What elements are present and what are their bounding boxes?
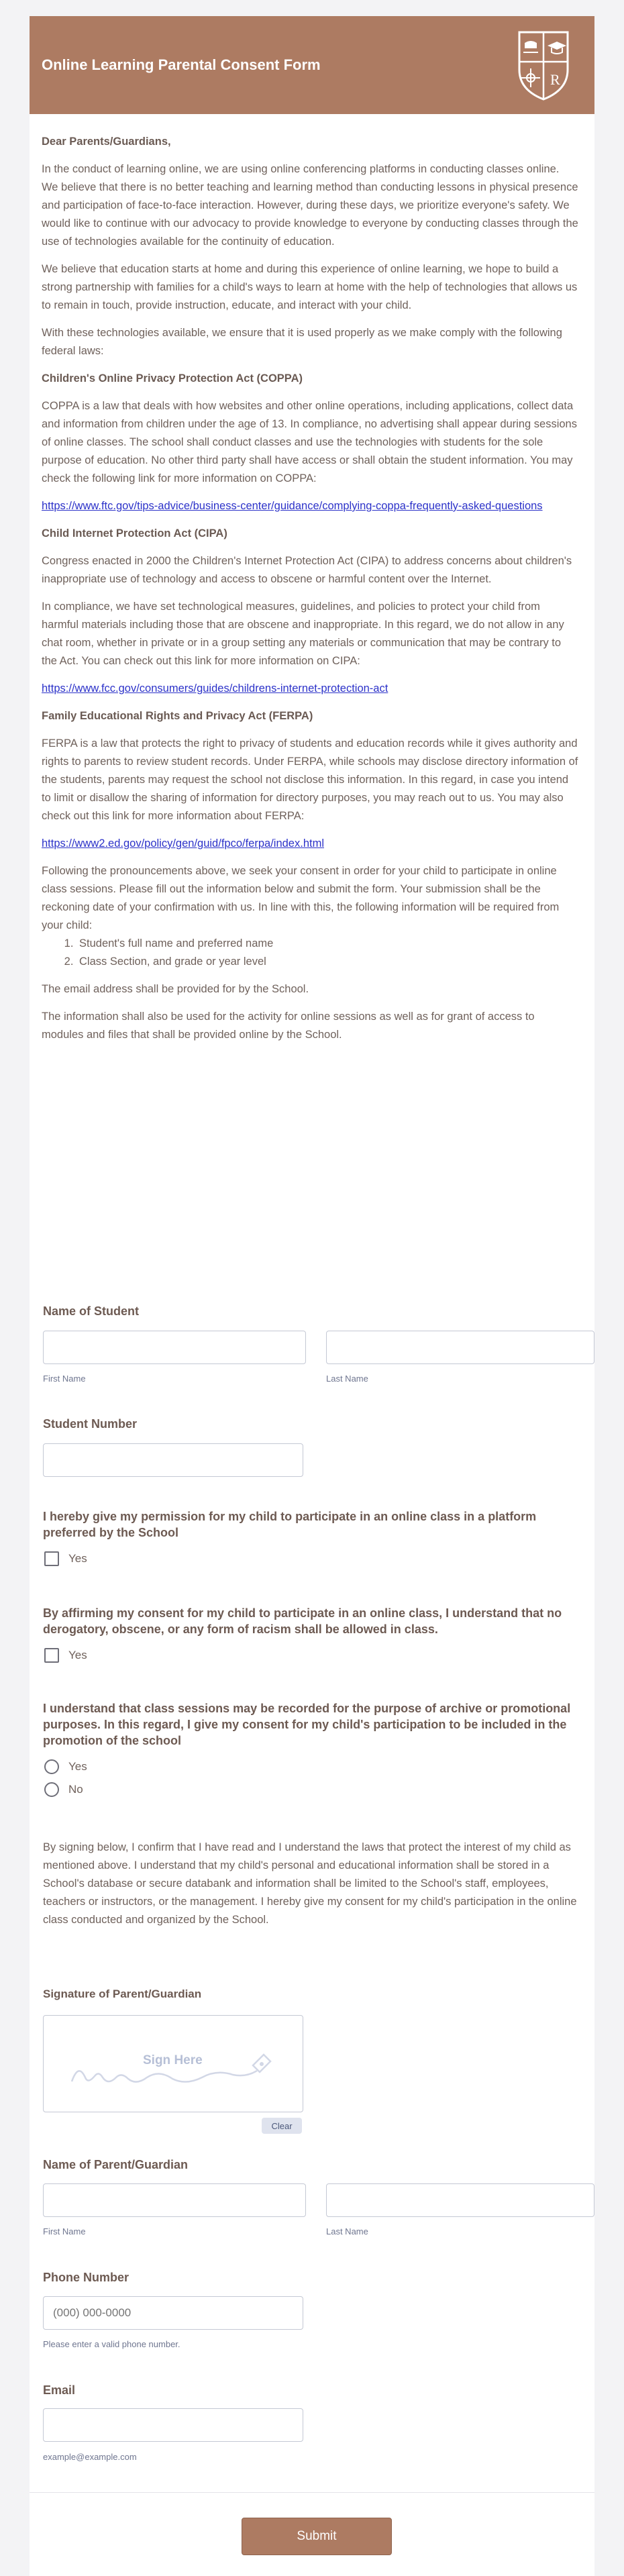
consent-3-option-no[interactable]: No (68, 1783, 83, 1796)
coppa-text: COPPA is a law that deals with how websites and other online operations, including applications, collect data and information from children under the age of 13. In compliance, no advertising shall appear during sessions of online classes. The school shall conduct classes and use the technologies with students for the sole purpose of education. No other third party shall have access or shall obtain the student information. You may check the following link for more information on COPPA: (42, 400, 577, 484)
student-first-name-input[interactable] (43, 1331, 306, 1364)
form-header (30, 16, 594, 114)
consent-3-radio-yes[interactable] (44, 1759, 59, 1774)
email-label: Email (43, 2383, 76, 2397)
email-input[interactable] (43, 2408, 303, 2442)
consent-3-radio-no[interactable] (44, 1782, 59, 1797)
consent-1-option-label[interactable]: Yes (68, 1552, 87, 1565)
consent-3-question: I understand that class sessions may be recorded for the purpose of archive or promotional purposes. In this regard, I give my consent for my child's participation to be included in the promotion of the school (43, 1702, 571, 1747)
list-item: 2. Class Section, and grade or year level (76, 953, 578, 971)
intro-paragraph-2: We believe that education starts at home and during this experience of online learning, we hope to build a strong partnership with families for a child's ways to learn at home with the help of technologies that allows us to remain in touch, provide instruction, educate, and interact with your child. (42, 263, 578, 311)
footer-divider (30, 2492, 594, 2493)
consent-2-question: By affirming my consent for my child to participate in an online class, I understand that no derogatory, obscene, or any form of racism shall be allowed in class. (43, 1606, 562, 1636)
consent-3-option-yes[interactable]: Yes (68, 1760, 87, 1773)
clear-signature-button[interactable]: Clear (262, 2118, 302, 2134)
required-info-list (76, 935, 578, 971)
parent-name-label: Name of Parent/Guardian (43, 2158, 189, 2171)
student-number-label: Student Number (43, 1417, 138, 1431)
intro-paragraph-1: In the conduct of learning online, we are using online conferencing platforms in conducting classes online. We believe that there is no better teaching and learning method than conducting lessons in physical presence and participation of face-to-face interaction. However, during these days, we prioritize everyone's safety. We would like to continue with our advocacy to provide knowledge to everyone by conducting classes through the use of technologies available for the continuity of education. (42, 163, 578, 248)
form-card (30, 16, 594, 2576)
greeting: Dear Parents/Guardians, (42, 136, 171, 148)
cipa-text-2: In compliance, we have set technological measures, guidelines, and policies to protect your child from harmful materials including those that are obscene and inappropriate. In this regard, we do not allow in any chat room, whether in private or in a group setting any materials or communication that may be contrary to the Act. You can check out this link for more information on CIPA: (42, 601, 564, 667)
consent-2-option-label[interactable]: Yes (68, 1649, 87, 1661)
consent-1-checkbox[interactable] (44, 1551, 59, 1566)
ferpa-link[interactable]: https://www2.ed.gov/policy/gen/guid/fpco/ferpa/index.html (42, 837, 324, 849)
student-name-label: Name of Student (43, 1304, 140, 1318)
signature-placeholder: Sign Here (143, 2053, 203, 2067)
parent-first-name-input[interactable] (43, 2183, 306, 2217)
last-name-sublabel: Last Name (326, 1374, 368, 1384)
form-title: Online Learning Parental Consent Form (42, 56, 321, 73)
crest-letter: R (550, 71, 560, 88)
submit-button[interactable]: Submit (242, 2518, 392, 2555)
school-crest-icon (514, 28, 573, 102)
phone-input[interactable] (43, 2296, 303, 2330)
parent-last-name-sublabel: Last Name (326, 2226, 368, 2236)
ferpa-text: FERPA is a law that protects the right to privacy of students and education records while it gives authority and rights to parents to review student records. Under FERPA, while schools may disclose directory information of the students, parents may request the school not disclose this information. In this regard, in case you intend to limit or disallow the sharing of information for directory purposes, you may reach out to us. You may also check out this link for more information about FERPA: (42, 737, 578, 822)
consent-1-question: I hereby give my permission for my child to participate in an online class in a platform preferred by the School (43, 1510, 537, 1539)
student-number-input[interactable] (43, 1443, 303, 1477)
coppa-link[interactable]: https://www.ftc.gov/tips-advice/business-center/guidance/complying-coppa-frequently-asked-questions (42, 500, 543, 512)
coppa-heading: Children's Online Privacy Protection Act (COPPA) (42, 372, 303, 384)
parent-first-name-sublabel: First Name (43, 2226, 86, 2236)
intro-section (42, 133, 578, 1053)
declaration-paragraph: By signing below, I confirm that I have read and I understand the laws that protect the interest of my child as mentioned above. I understand that my child's personal and educational information shall be stored in a School's database or secure databank and information shall be limited to the School's staff, employees, teachers or instructors, or the management. I hereby give my consent for my child's participation in the online class conducted and organized by the School. (43, 1841, 577, 1926)
signature-pad[interactable] (43, 2015, 303, 2112)
phone-label: Phone Number (43, 2271, 129, 2284)
student-last-name-input[interactable] (326, 1331, 594, 1364)
email-note: The email address shall be provided for by the School. (42, 983, 309, 995)
parent-last-name-input[interactable] (326, 2183, 594, 2217)
consent-2-checkbox[interactable] (44, 1648, 59, 1663)
phone-hint: Please enter a valid phone number. (43, 2339, 180, 2349)
first-name-sublabel: First Name (43, 1374, 86, 1384)
list-item: 1. Student's full name and preferred name (76, 935, 578, 953)
email-hint: example@example.com (43, 2452, 137, 2462)
cipa-heading: Child Internet Protection Act (CIPA) (42, 527, 227, 539)
signature-label: Signature of Parent/Guardian (43, 1988, 202, 2000)
following-paragraph: Following the pronouncements above, we seek your consent in order for your child to participate in online class sessions. Please fill out the information below and submit the form. Your submission shall be the reckoning date of your confirmation with us. In line with this, the following information will be required from your child: (42, 865, 560, 931)
cipa-link[interactable]: https://www.fcc.gov/consumers/guides/childrens-internet-protection-act (42, 682, 388, 694)
ferpa-heading: Family Educational Rights and Privacy Act (FERPA) (42, 710, 313, 722)
cipa-text-1: Congress enacted in 2000 the Children's Internet Protection Act (CIPA) to address concerns about children's inappropriate use of technology and access to obscene or harmful content over the Internet. (42, 555, 572, 585)
info-note: The information shall also be used for the activity for online sessions as well as for grant of access to modules and files that shall be provided online by the School. (42, 1011, 535, 1041)
intro-paragraph-3: With these technologies available, we ensure that it is used properly as we make comply with the following federal laws: (42, 327, 562, 357)
